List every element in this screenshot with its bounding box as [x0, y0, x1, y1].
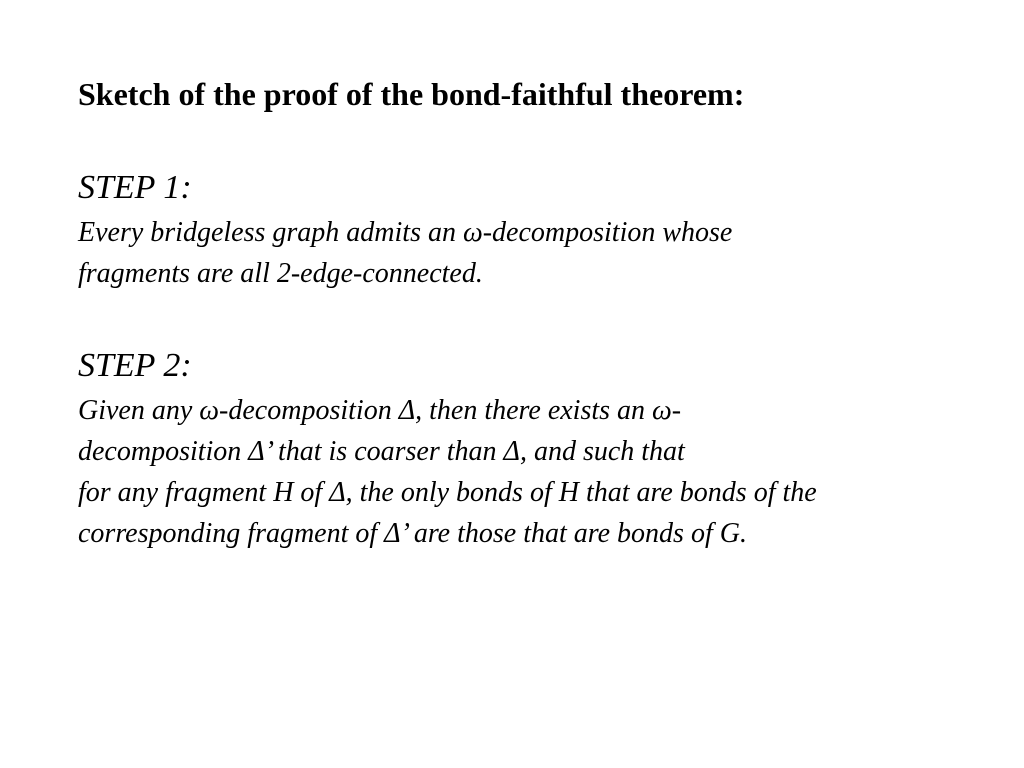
step2-text-line: for any fragment H of Δ, the only bonds of H that are bonds of the	[78, 477, 817, 508]
step2-text-line: Given any ω-decomposition Δ, then there exists an ω-	[78, 395, 682, 426]
step1-heading: STEP 1:	[78, 169, 192, 206]
slide-title: Sketch of the proof of the bond-faithful theorem:	[78, 76, 745, 112]
step1-text-line: Every bridgeless graph admits an ω-decomposition whose	[78, 217, 733, 248]
step1-text-line: fragments are all 2-edge-connected.	[78, 258, 483, 289]
step2-text-line: decomposition Δ’ that is coarser than Δ, and such that	[78, 436, 685, 467]
step2-text-line: corresponding fragment of Δ’ are those that are bonds of G.	[78, 518, 747, 549]
step2-heading: STEP 2:	[78, 347, 192, 384]
